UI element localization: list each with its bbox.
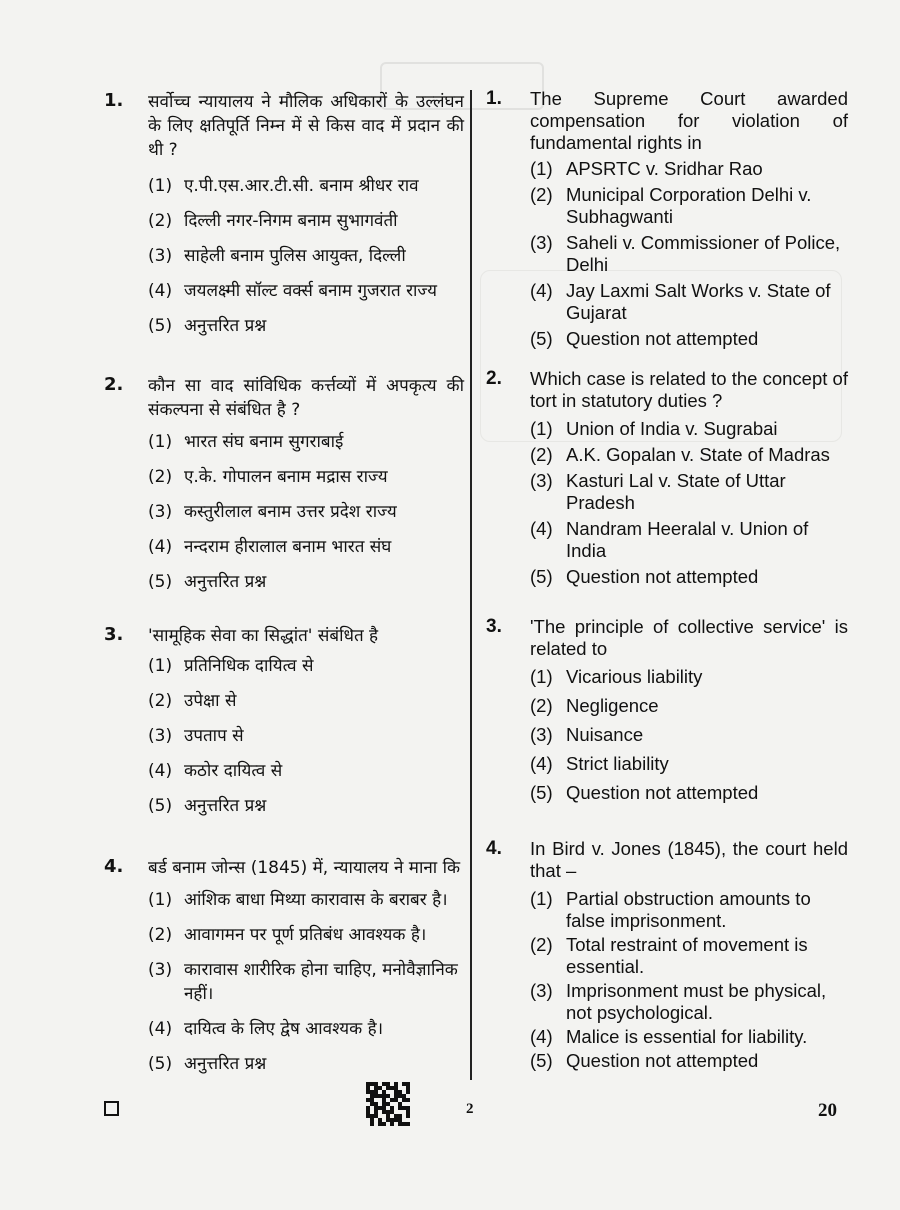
option-number: (5) (530, 566, 553, 587)
option-text: Question not attempted (566, 782, 759, 803)
option-text: अनुत्तरित प्रश्न (184, 796, 267, 816)
option-number: (1) (148, 656, 173, 676)
qr-code-icon (366, 1082, 410, 1126)
option-text: APSRTC v. Sridhar Rao (566, 158, 763, 179)
option-5 (148, 794, 464, 818)
option-text: आवागमन पर पूर्ण प्रतिबंध आवश्यक है। (184, 925, 427, 945)
option-5 (148, 570, 464, 594)
option-number: (2) (148, 691, 173, 711)
option-1 (530, 418, 848, 440)
option-text: A.K. Gopalan v. State of Madras (566, 444, 830, 465)
question-text: The Supreme Court awarded compensation for violation of fundamental rights in (530, 88, 848, 153)
option-list (148, 654, 464, 818)
option-2 (148, 923, 464, 947)
option-2 (530, 444, 848, 466)
option-number: (4) (530, 1026, 553, 1047)
option-number: (5) (148, 316, 173, 336)
option-4 (148, 759, 464, 783)
option-text: उपेक्षा से (184, 691, 237, 711)
page-number-right: 20 (818, 1100, 837, 1121)
option-list (148, 888, 464, 1076)
option-text: Nuisance (566, 724, 644, 745)
option-list (530, 888, 848, 1072)
option-number: (4) (530, 518, 553, 539)
option-2 (530, 184, 848, 228)
option-3 (530, 724, 848, 746)
option-text: Union of India v. Sugrabai (566, 418, 778, 439)
option-1 (530, 666, 848, 688)
option-list (148, 430, 464, 594)
option-text: Vicarious liability (566, 666, 703, 687)
option-number: (5) (530, 1050, 553, 1071)
option-list (530, 418, 848, 588)
option-1 (148, 174, 464, 198)
question-2-english (486, 368, 848, 588)
option-number: (1) (148, 890, 173, 910)
question-1-english (486, 88, 848, 350)
question-number: 2. (104, 374, 124, 395)
option-text: ए.पी.एस.आर.टी.सी. बनाम श्रीधर राव (184, 176, 419, 196)
option-text: नन्दराम हीरालाल बनाम भारत संघ (184, 537, 392, 557)
option-1 (148, 888, 464, 912)
option-4 (530, 1026, 848, 1048)
option-2 (148, 209, 464, 233)
option-text: कारावास शारीरिक होना चाहिए, मनोवैज्ञानिक नहीं। (184, 960, 458, 1004)
option-5 (148, 1052, 464, 1076)
option-number: (3) (148, 502, 173, 522)
option-number: (5) (148, 796, 173, 816)
option-5 (530, 328, 848, 350)
question-text: 'सामूहिक सेवा का सिद्धांत' संबंधित है (148, 626, 379, 646)
question-text: 'The principle of collective service' is related to (530, 616, 848, 659)
option-2 (148, 689, 464, 713)
option-number: (2) (530, 695, 553, 716)
question-1-hindi (104, 90, 464, 338)
option-text: Total restraint of movement is essential. (566, 934, 808, 977)
option-text: Question not attempted (566, 1050, 759, 1071)
option-2 (530, 934, 848, 978)
option-3 (530, 470, 848, 514)
option-number: (4) (530, 280, 553, 301)
option-text: Question not attempted (566, 566, 759, 587)
option-text: Negligence (566, 695, 659, 716)
option-number: (3) (530, 724, 553, 745)
question-text: बर्ड बनाम जोन्स (1845) में, न्यायालय ने माना कि (148, 858, 461, 878)
option-text: दिल्ली नगर-निगम बनाम सुभागवंती (184, 211, 398, 231)
question-number: 3. (104, 624, 124, 645)
option-number: (2) (530, 184, 553, 205)
option-5 (530, 782, 848, 804)
option-text: ए.के. गोपालन बनाम मद्रास राज्य (184, 467, 388, 487)
option-3 (148, 500, 464, 524)
option-text: जयलक्ष्मी सॉल्ट वर्क्स बनाम गुजरात राज्य (184, 281, 438, 301)
option-3 (148, 724, 464, 748)
question-4-english (486, 838, 848, 1072)
option-text: साहेली बनाम पुलिस आयुक्त, दिल्ली (184, 246, 406, 266)
hindi-column (104, 88, 464, 1087)
option-number: (3) (530, 470, 553, 491)
option-number: (3) (530, 232, 553, 253)
option-text: Kasturi Lal v. State of Uttar Pradesh (566, 470, 786, 513)
question-3-hindi (104, 624, 464, 818)
question-4-hindi (104, 856, 464, 1076)
option-number: (5) (148, 1054, 173, 1074)
option-1 (148, 654, 464, 678)
question-number: 1. (104, 90, 124, 111)
question-2-hindi (104, 374, 464, 594)
option-5 (148, 314, 464, 338)
option-2 (530, 695, 848, 717)
option-text: Saheli v. Commissioner of Police, Delhi (566, 232, 841, 275)
option-text: दायित्व के लिए द्वेष आवश्यक है। (184, 1019, 384, 1039)
option-number: (3) (148, 246, 173, 266)
option-text: उपताप से (184, 726, 244, 746)
option-3 (530, 980, 848, 1024)
option-number: (1) (530, 666, 553, 687)
option-number: (1) (530, 418, 553, 439)
option-text: Strict liability (566, 753, 669, 774)
option-text: भारत संघ बनाम सुगराबाई (184, 432, 344, 452)
option-4 (530, 280, 848, 324)
option-number: (3) (148, 960, 173, 980)
option-3 (148, 244, 464, 268)
registration-square-mark (104, 1101, 119, 1116)
option-number: (2) (530, 934, 553, 955)
option-2 (148, 465, 464, 489)
option-number: (1) (530, 158, 553, 179)
option-text: Municipal Corporation Delhi v. Subhagwanti (566, 184, 812, 227)
column-divider (470, 90, 472, 1080)
option-text: Imprisonment must be physical, not psychological. (566, 980, 827, 1023)
option-number: (5) (530, 328, 553, 349)
option-text: अनुत्तरित प्रश्न (184, 316, 267, 336)
option-number: (4) (148, 761, 173, 781)
option-text: Nandram Heeralal v. Union of India (566, 518, 809, 561)
option-number: (2) (148, 925, 173, 945)
option-text: अनुत्तरित प्रश्न (184, 1054, 267, 1074)
question-number: 4. (104, 856, 124, 877)
option-text: Malice is essential for liability. (566, 1026, 808, 1047)
option-3 (530, 232, 848, 276)
page-number-left: 2 (466, 1101, 474, 1117)
question-number: 3. (486, 616, 502, 637)
option-number: (2) (148, 211, 173, 231)
option-text: Question not attempted (566, 328, 759, 349)
option-text: आंशिक बाधा मिथ्या कारावास के बराबर है। (184, 890, 448, 910)
option-4 (530, 518, 848, 562)
option-1 (530, 888, 848, 932)
option-list (530, 158, 848, 350)
option-5 (530, 1050, 848, 1072)
option-number: (1) (148, 432, 173, 452)
option-number: (3) (530, 980, 553, 1001)
option-1 (148, 430, 464, 454)
option-5 (530, 566, 848, 588)
option-text: अनुत्तरित प्रश्न (184, 572, 267, 592)
question-text: Which case is related to the concept of tort in statutory duties ? (530, 368, 848, 411)
option-number: (4) (148, 537, 173, 557)
option-4 (148, 535, 464, 559)
option-4 (148, 279, 464, 303)
option-number: (4) (530, 753, 553, 774)
option-number: (2) (530, 444, 553, 465)
option-list (530, 666, 848, 804)
question-3-english (486, 616, 848, 804)
question-number: 2. (486, 368, 502, 389)
option-number: (5) (148, 572, 173, 592)
question-text: कौन सा वाद सांविधिक कर्त्तव्यों में अपकृत्य की संकल्पना से संबंधित है ? (148, 376, 464, 420)
option-text: Jay Laxmi Salt Works v. State of Gujarat (566, 280, 831, 323)
option-text: कठोर दायित्व से (184, 761, 283, 781)
option-4 (148, 1017, 464, 1041)
option-number: (4) (148, 1019, 173, 1039)
question-text: सर्वोच्च न्यायालय ने मौलिक अधिकारों के उल्लंघन के लिए क्षतिपूर्ति निम्न में से किस वाद में प्रदान की थी ? (148, 92, 464, 160)
option-number: (3) (148, 726, 173, 746)
option-3 (148, 958, 464, 1006)
option-text: कस्तुरीलाल बनाम उत्तर प्रदेश राज्य (184, 502, 397, 522)
question-text: In Bird v. Jones (1845), the court held that – (530, 838, 848, 881)
option-number: (5) (530, 782, 553, 803)
option-number: (2) (148, 467, 173, 487)
option-text: प्रतिनिधिक दायित्व से (184, 656, 314, 676)
question-number: 4. (486, 838, 502, 859)
option-1 (530, 158, 848, 180)
option-text: Partial obstruction amounts to false imprisonment. (566, 888, 811, 931)
english-column (486, 88, 848, 1074)
option-number: (1) (530, 888, 553, 909)
option-number: (4) (148, 281, 173, 301)
option-number: (1) (148, 176, 173, 196)
option-list (148, 174, 464, 338)
question-number: 1. (486, 88, 502, 109)
option-4 (530, 753, 848, 775)
